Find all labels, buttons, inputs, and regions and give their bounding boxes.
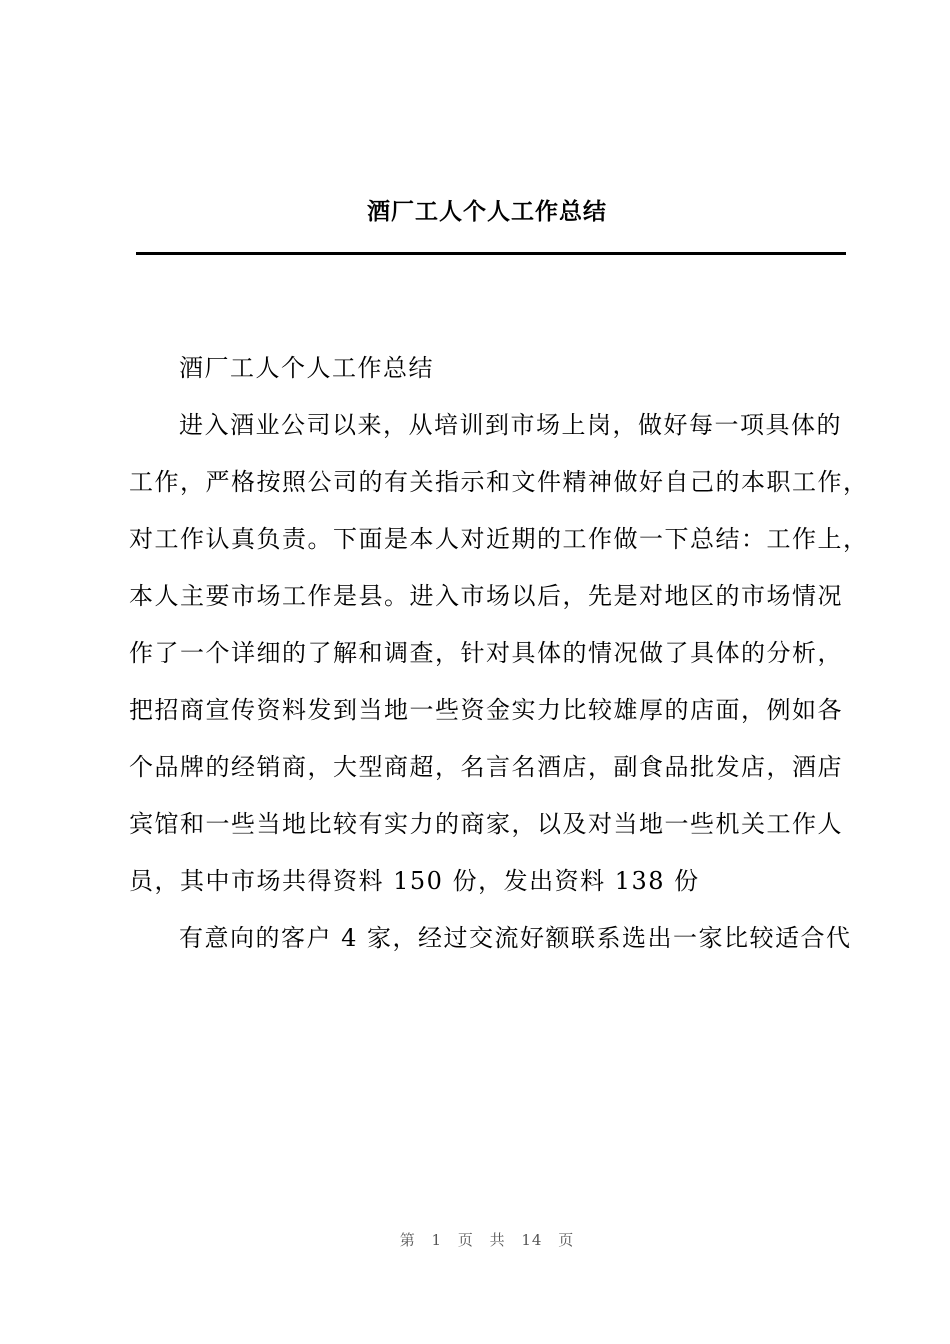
paragraph-line: 本人主要市场工作是县。进入市场以后，先是对地区的市场情况 <box>129 582 843 610</box>
document-header-title: 酒厂工人个人工作总结 <box>367 198 607 225</box>
document-body <box>129 340 869 967</box>
body-heading: 酒厂工人个人工作总结 <box>179 354 434 382</box>
paragraph-line: 作了一个详细的了解和调查，针对具体的情况做了具体的分析， <box>129 639 843 667</box>
paragraph-line: 把招商宣传资料发到当地一些资金实力比较雄厚的店面，例如各 <box>129 696 843 724</box>
header-divider <box>136 252 846 255</box>
paragraph-line: 个品牌的经销商，大型商超，名言名酒店，副食品批发店，酒店 <box>129 753 843 781</box>
paragraph-line: 对工作认真负责。下面是本人对近期的工作做一下总结：工作上， <box>129 525 869 553</box>
paragraph-line: 宾馆和一些当地比较有实力的商家，以及对当地一些机关工作人 <box>129 810 843 838</box>
page-number-footer: 第 1 页 共 14 页 <box>399 1231 575 1249</box>
paragraph-line: 进入酒业公司以来，从培训到市场上岗，做好每一项具体的 <box>179 411 842 439</box>
paragraph-line: 有意向的客户 4 家，经过交流好额联系选出一家比较适合代 <box>179 924 852 952</box>
paragraph-line: 员，其中市场共得资料 150 份，发出资料 138 份 <box>129 867 700 895</box>
paragraph-line: 工作，严格按照公司的有关指示和文件精神做好自己的本职工作， <box>129 468 869 496</box>
